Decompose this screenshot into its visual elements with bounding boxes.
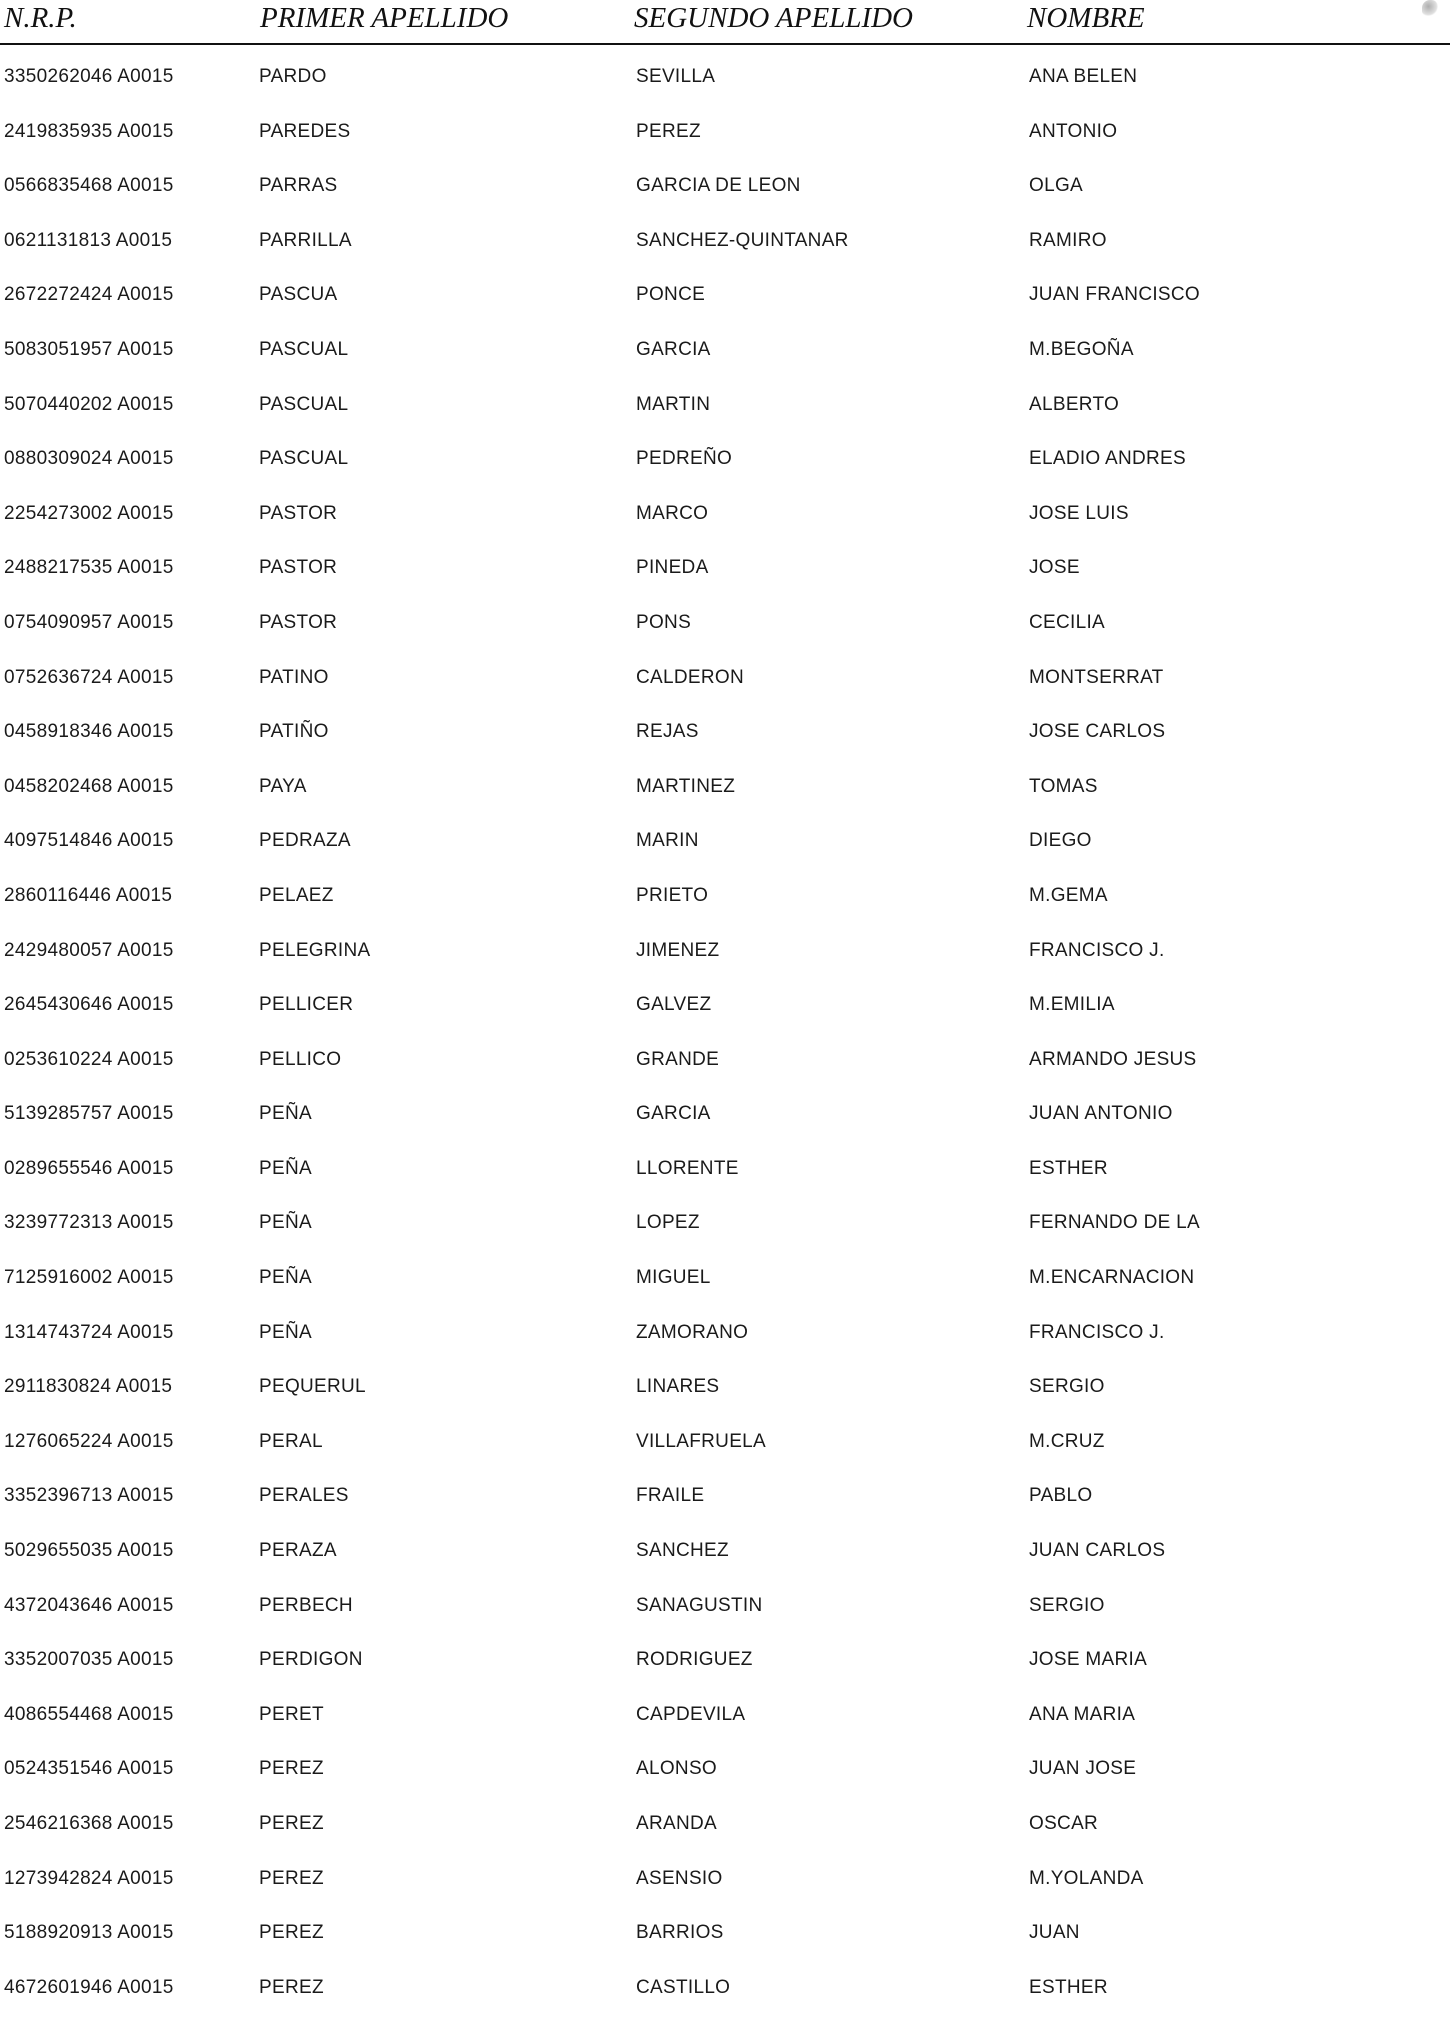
cell-nrp: 2860116446 A0015: [4, 884, 173, 906]
table-row: [0, 1965, 1450, 2019]
cell-segundo-apellido: PONCE: [636, 284, 706, 306]
cell-segundo-apellido: CAPDEVILA: [636, 1703, 746, 1725]
table-row: [0, 1637, 1450, 1692]
cell-nombre: M.YOLANDA: [1029, 1867, 1144, 1889]
cell-nombre: ANA MARIA: [1029, 1703, 1136, 1725]
cell-nombre: JOSE: [1029, 557, 1080, 579]
cell-nrp: 0253610224 A0015: [4, 1048, 174, 1070]
cell-nombre: JUAN ANTONIO: [1029, 1103, 1173, 1125]
cell-segundo-apellido: VILLAFRUELA: [636, 1430, 767, 1452]
cell-primer-apellido: PASCUA: [259, 284, 338, 306]
cell-nrp: 5070440202 A0015: [4, 393, 174, 415]
header-nrp: N.R.P.: [4, 2, 77, 34]
table-row: [0, 218, 1450, 273]
cell-nombre: M.GEMA: [1029, 884, 1108, 906]
cell-nrp: 0458202468 A0015: [4, 775, 174, 797]
cell-nrp: 3350262046 A0015: [4, 66, 174, 87]
cell-primer-apellido: PELAEZ: [259, 884, 334, 906]
cell-nrp: 5139285757 A0015: [4, 1103, 174, 1125]
cell-nrp: 3352007035 A0015: [4, 1649, 174, 1671]
table-row: [0, 1746, 1450, 1801]
cell-segundo-apellido: CALDERON: [636, 666, 744, 688]
table-row: [0, 1910, 1450, 1965]
cell-segundo-apellido: GALVEZ: [636, 994, 712, 1016]
cell-nombre: FRANCISCO J.: [1029, 939, 1165, 961]
cell-primer-apellido: PELEGRINA: [259, 939, 371, 961]
cell-nombre: CECILIA: [1029, 611, 1106, 633]
cell-primer-apellido: PASTOR: [259, 502, 338, 524]
table-row: [0, 928, 1450, 983]
cell-primer-apellido: PAREDES: [259, 120, 351, 142]
cell-nrp: 0880309024 A0015: [4, 448, 174, 470]
table-row: [0, 545, 1450, 600]
cell-segundo-apellido: CASTILLO: [636, 1976, 731, 1998]
cell-primer-apellido: PEÑA: [259, 1267, 312, 1289]
cell-nrp: 4372043646 A0015: [4, 1594, 174, 1616]
cell-primer-apellido: PASCUAL: [259, 338, 349, 360]
cell-nombre: JOSE MARIA: [1029, 1649, 1148, 1671]
cell-nrp: 0289655546 A0015: [4, 1157, 174, 1179]
cell-nombre: OSCAR: [1029, 1813, 1099, 1834]
cell-segundo-apellido: LINARES: [636, 1376, 720, 1398]
cell-nombre: FRANCISCO J.: [1029, 1321, 1165, 1343]
cell-primer-apellido: PATIÑO: [259, 721, 329, 743]
cell-primer-apellido: PELLICER: [259, 994, 354, 1016]
cell-primer-apellido: PEÑA: [259, 1212, 312, 1234]
cell-nrp: 2672272424 A0015: [4, 284, 174, 306]
cell-nombre: ESTHER: [1029, 1976, 1108, 1998]
cell-primer-apellido: PEQUERUL: [259, 1376, 366, 1398]
cell-nombre: SERGIO: [1029, 1376, 1105, 1398]
cell-primer-apellido: PEREZ: [259, 1758, 324, 1780]
cell-nrp: 0524351546 A0015: [4, 1758, 174, 1780]
cell-segundo-apellido: GARCIA DE LEON: [636, 175, 801, 197]
cell-nrp: 2645430646 A0015: [4, 994, 174, 1016]
cell-nombre: ELADIO ANDRES: [1029, 448, 1187, 470]
table-row: [0, 1364, 1450, 1419]
cell-primer-apellido: PARDO: [259, 66, 327, 87]
cell-nrp: 0566835468 A0015: [4, 175, 174, 197]
cell-nombre: ARMANDO JESUS: [1029, 1048, 1197, 1070]
cell-segundo-apellido: BARRIOS: [636, 1922, 724, 1944]
cell-primer-apellido: PERBECH: [259, 1594, 353, 1616]
cell-nombre: JUAN FRANCISCO: [1029, 284, 1200, 306]
cell-segundo-apellido: SEVILLA: [636, 66, 716, 87]
cell-primer-apellido: PERDIGON: [259, 1649, 363, 1671]
cell-primer-apellido: PASCUAL: [259, 448, 349, 470]
cell-nrp: 7125916002 A0015: [4, 1267, 174, 1289]
cell-nrp: 4086554468 A0015: [4, 1703, 174, 1725]
table-row: [0, 1037, 1450, 1092]
table-row: [0, 655, 1450, 710]
cell-nrp: 1276065224 A0015: [4, 1430, 174, 1452]
cell-nombre: M.BEGOÑA: [1029, 338, 1134, 360]
cell-nombre: OLGA: [1029, 175, 1083, 197]
cell-segundo-apellido: PINEDA: [636, 557, 709, 579]
cell-nombre: ALBERTO: [1029, 393, 1120, 415]
table-row: [0, 1091, 1450, 1146]
cell-nrp: 0458918346 A0015: [4, 721, 174, 743]
cell-segundo-apellido: ALONSO: [636, 1758, 717, 1780]
table-row: [0, 54, 1450, 109]
cell-segundo-apellido: PRIETO: [636, 884, 709, 906]
cell-nombre: M.ENCARNACION: [1029, 1267, 1195, 1289]
table-row: [0, 1310, 1450, 1365]
cell-primer-apellido: PASCUAL: [259, 393, 349, 415]
cell-nrp: 3239772313 A0015: [4, 1212, 174, 1234]
table-row: [0, 272, 1450, 327]
cell-nrp: 2429480057 A0015: [4, 939, 174, 961]
table-row: [0, 327, 1450, 382]
cell-primer-apellido: PEREZ: [259, 1813, 324, 1834]
cell-nrp: 2254273002 A0015: [4, 502, 174, 524]
cell-segundo-apellido: GARCIA: [636, 1103, 711, 1125]
scan-smudge: [1422, 0, 1438, 16]
cell-segundo-apellido: SANAGUSTIN: [636, 1594, 763, 1616]
cell-nombre: JUAN: [1029, 1922, 1080, 1944]
cell-nrp: 4672601946 A0015: [4, 1976, 174, 1998]
cell-primer-apellido: PARRILLA: [259, 229, 352, 251]
cell-nombre: SERGIO: [1029, 1594, 1105, 1616]
cell-segundo-apellido: FRAILE: [636, 1485, 705, 1507]
cell-primer-apellido: PAYA: [259, 775, 307, 797]
cell-primer-apellido: PELLICO: [259, 1048, 342, 1070]
header-segundo-apellido: SEGUNDO APELLIDO: [634, 2, 913, 34]
cell-nombre: JOSE CARLOS: [1029, 721, 1166, 743]
table-row: [0, 382, 1450, 437]
header-primer-apellido: PRIMER APELLIDO: [260, 2, 509, 34]
cell-primer-apellido: PASTOR: [259, 557, 338, 579]
cell-nombre: ANA BELEN: [1029, 66, 1138, 87]
cell-segundo-apellido: MARIN: [636, 830, 699, 852]
cell-nrp: 3352396713 A0015: [4, 1485, 174, 1507]
cell-segundo-apellido: MIGUEL: [636, 1267, 711, 1289]
cell-primer-apellido: PEREZ: [259, 1867, 324, 1889]
table-row: [0, 1200, 1450, 1255]
table-row: [0, 1801, 1450, 1856]
cell-primer-apellido: PATINO: [259, 666, 329, 688]
cell-nombre: TOMAS: [1029, 775, 1098, 797]
cell-primer-apellido: PEÑA: [259, 1321, 312, 1343]
cell-nrp: 0621131813 A0015: [4, 229, 173, 251]
cell-segundo-apellido: GARCIA: [636, 338, 711, 360]
cell-primer-apellido: PEDRAZA: [259, 830, 351, 852]
cell-segundo-apellido: REJAS: [636, 721, 699, 743]
cell-nrp: 0752636724 A0015: [4, 666, 174, 688]
table-row: [0, 764, 1450, 819]
cell-nombre: ANTONIO: [1029, 120, 1118, 142]
cell-nombre: JUAN JOSE: [1029, 1758, 1137, 1780]
header-nombre: NOMBRE: [1027, 2, 1145, 34]
table-row: [0, 163, 1450, 218]
cell-segundo-apellido: RODRIGUEZ: [636, 1649, 753, 1671]
table-row: [0, 818, 1450, 873]
cell-primer-apellido: PERET: [259, 1703, 324, 1725]
cell-nrp: 2488217535 A0015: [4, 557, 174, 579]
cell-nombre: M.CRUZ: [1029, 1430, 1105, 1452]
cell-segundo-apellido: GRANDE: [636, 1048, 720, 1070]
table-row: [0, 600, 1450, 655]
cell-segundo-apellido: SANCHEZ: [636, 1540, 729, 1562]
cell-nombre: ESTHER: [1029, 1157, 1108, 1179]
cell-primer-apellido: PASTOR: [259, 611, 338, 633]
cell-segundo-apellido: ARANDA: [636, 1813, 717, 1834]
cell-nrp: 1273942824 A0015: [4, 1867, 174, 1889]
cell-segundo-apellido: ZAMORANO: [636, 1321, 749, 1343]
cell-nombre: RAMIRO: [1029, 229, 1107, 251]
cell-segundo-apellido: PEDREÑO: [636, 448, 733, 470]
cell-segundo-apellido: JIMENEZ: [636, 939, 720, 961]
cell-segundo-apellido: MARTINEZ: [636, 775, 736, 797]
cell-nombre: MONTSERRAT: [1029, 666, 1164, 688]
cell-nrp: 5188920913 A0015: [4, 1922, 174, 1944]
cell-nrp: 5029655035 A0015: [4, 1540, 174, 1562]
table-header: [0, 0, 1450, 44]
cell-primer-apellido: PEÑA: [259, 1157, 312, 1179]
cell-segundo-apellido: SANCHEZ-QUINTANAR: [636, 229, 849, 251]
cell-primer-apellido: PEREZ: [259, 1922, 324, 1944]
table-row: [0, 1255, 1450, 1310]
cell-segundo-apellido: MARCO: [636, 502, 709, 524]
table-row: [0, 1146, 1450, 1201]
table-row: [0, 982, 1450, 1037]
cell-segundo-apellido: MARTIN: [636, 393, 711, 415]
cell-nombre: M.EMILIA: [1029, 994, 1115, 1016]
cell-nrp: 0754090957 A0015: [4, 611, 174, 633]
cell-nombre: PABLO: [1029, 1485, 1093, 1507]
cell-nombre: FERNANDO DE LA: [1029, 1212, 1201, 1234]
table-row: [0, 1583, 1450, 1638]
cell-nrp: 1314743724 A0015: [4, 1321, 174, 1343]
cell-nombre: JUAN CARLOS: [1029, 1540, 1166, 1562]
table-row: [0, 109, 1450, 164]
cell-nombre: JOSE LUIS: [1029, 502, 1129, 524]
cell-primer-apellido: PEÑA: [259, 1103, 312, 1125]
table-body: [0, 54, 1450, 2019]
cell-segundo-apellido: ASENSIO: [636, 1867, 723, 1889]
cell-nrp: 5083051957 A0015: [4, 338, 174, 360]
cell-primer-apellido: PERAL: [259, 1430, 323, 1452]
cell-primer-apellido: PERAZA: [259, 1540, 337, 1562]
cell-primer-apellido: PERALES: [259, 1485, 349, 1507]
cell-segundo-apellido: PONS: [636, 611, 692, 633]
table-row: [0, 1692, 1450, 1747]
table-row: [0, 491, 1450, 546]
table-row: [0, 873, 1450, 928]
table-row: [0, 709, 1450, 764]
cell-nrp: 2419835935 A0015: [4, 120, 174, 142]
cell-nombre: DIEGO: [1029, 830, 1092, 852]
table-row: [0, 1528, 1450, 1583]
cell-segundo-apellido: LLORENTE: [636, 1157, 739, 1179]
cell-nrp: 2911830824 A0015: [4, 1376, 173, 1398]
cell-segundo-apellido: LOPEZ: [636, 1212, 700, 1234]
table-row: [0, 436, 1450, 491]
cell-segundo-apellido: PEREZ: [636, 120, 701, 142]
cell-primer-apellido: PEREZ: [259, 1976, 324, 1998]
cell-nrp: 4097514846 A0015: [4, 830, 174, 852]
table-row: [0, 1419, 1450, 1474]
table-row: [0, 1856, 1450, 1911]
cell-primer-apellido: PARRAS: [259, 175, 338, 197]
table-row: [0, 1473, 1450, 1528]
header-rule: [0, 43, 1450, 45]
cell-nrp: 2546216368 A0015: [4, 1813, 174, 1834]
